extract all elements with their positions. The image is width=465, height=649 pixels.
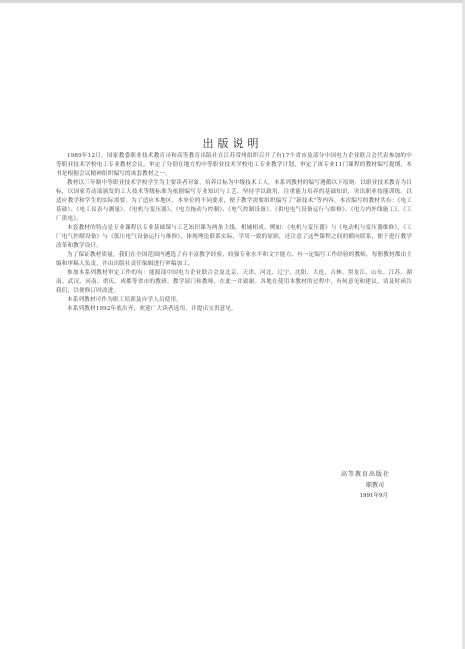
signature-date: 1991年9月 [359, 493, 388, 499]
signature-department: 职教司 [365, 482, 384, 489]
body-text [56, 152, 412, 314]
signature-publisher: 高等教育出版社 [340, 471, 390, 478]
paragraph: 教材以三年制中等职业技术学校学生为主要读者对象，培养目标为中级技术工人。本系列教材的编写遵循以下原则：以职业技术教育为目标，以国家劳动部颁发的工人技术等级标准为依据编写专业知识与工艺，坚持学以致用，注重能力培养的基础知识，突出职业技能训练。以适应教学和学生的实际需要，为了适应本地区、本单位的不同要求，便于教学需要组织编写了“新技术”等内容。本次编写的教材共有：《电工基础》、《电工仪表与测量》、《电机与变压器》、《电力拖动与控制》、《电气控制设备》、《供电电气设备运行与维修》、《电力内外线施工》、《工厂供电》。 [56, 180, 412, 222]
paragraph: 为了保证教材质量，我们在全国范围内遴选了有丰富教学经验、较强专业水平和文字能力、有一定编写工作经验的教师，每册教材都由主编和审稿人负责，并由出版社责任编辑进行审稿加工。 [56, 252, 412, 267]
paragraph: 本套教材的特点是专业课程以专业基础课与工艺知识课为两条主线，相辅相成。例如：《电机与变压器》与《电动机与变压器维修》，《工厂电气控制设备》与《低压电气设备运行与维修》，体现理论联系实际、学用一致的原则，还注意了这些课程之间的横向联系，便于进行教学改革和教学设计。 [56, 225, 412, 249]
scan-top-edge [0, 0, 465, 3]
paragraph: 参加本系列教材审定工作的有：能源部中国电力企业联合会及北京、天津、河北、辽宁、沈阳、大连、吉林、黑龙江、山东、江苏、湖南、武汉、河南、重庆、成都等省市的教研、教学部门和教师，在此一并致谢。各地在使用本教材的过程中，有何意见和建议，请及时函告我们，以便修订时改进。 [56, 270, 412, 294]
page-title: 出版说明 [202, 137, 263, 150]
signature-block [270, 469, 390, 502]
paragraph: 本系列教材1992年底出齐，欢迎广大读者选用，并提出宝贵意见。 [67, 306, 237, 312]
paragraph: 本系列教材可作为职工培训及自学人员使用。 [67, 297, 182, 303]
paragraph: 1989年12月，国家教委职业技术教育司和高等教育出版社在江苏常州组织召开了有17个省市及部分中国电力企业联合会代表参加的中等职业技术学校电工专业教材会议，审定了分别在地方的中等职业技术学校电工专业教学计划，审定了该专业11门课程的教材编写提纲，本书是根据会议精神组织编写的该套教材之一。 [56, 153, 412, 177]
